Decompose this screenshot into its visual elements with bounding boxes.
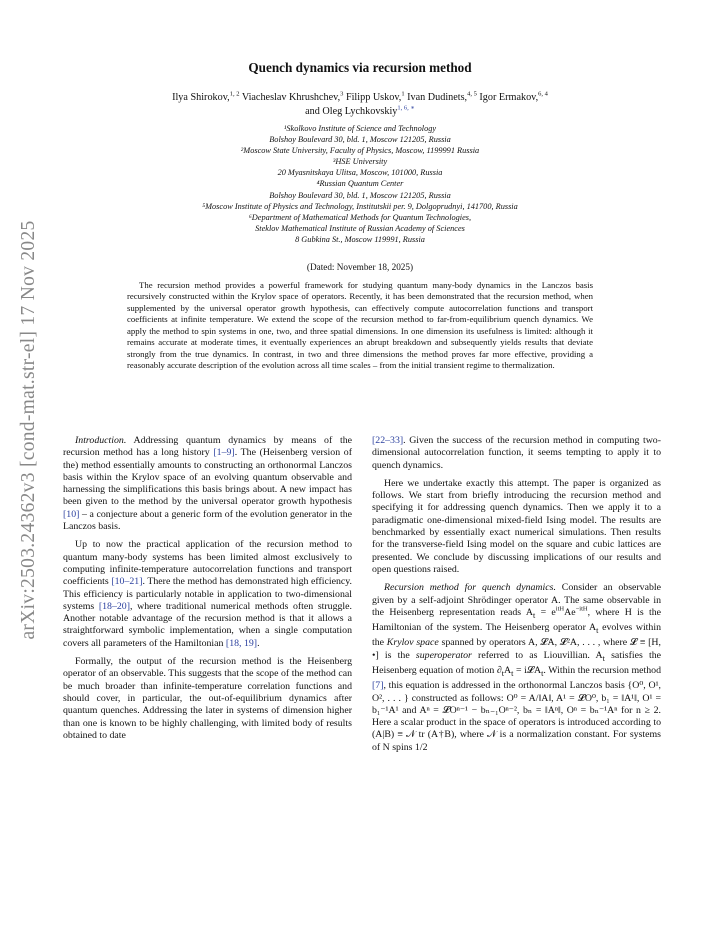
right-column [372, 435, 661, 760]
section-lead-recursion: Recursion method for quench dynamics. [384, 582, 556, 594]
author-4: Ivan Dudinets,$^{4, 5}$ [404, 90, 477, 103]
paragraph: [22–33]. Given the success of the recursion method in computing two-dimensional autocorrelation function, it seems tempting to apply it to quench dynamics. [372, 435, 661, 471]
section-lead-introduction: Introduction. [75, 435, 127, 446]
affiliation-line: Bolshoy Boulevard 30, bld. 1, Moscow 121205, Russia [269, 135, 451, 145]
author-2: Viacheslav Khrushchev,$^3$ [239, 90, 344, 103]
citation-link[interactable]: [10–21] [111, 576, 143, 588]
affiliation-line: ⁴Russian Quantum Center [316, 179, 404, 189]
citation-link[interactable]: [10] [63, 508, 80, 520]
author-3: Filipp Uskov,$^1$ [343, 90, 405, 103]
author-5: Igor Ermakov,$^{6, 4}$ [476, 90, 548, 103]
affiliation-line: ¹Skolkovo Institute of Science and Technology [283, 124, 437, 133]
affiliation-line: Bolshoy Boulevard 30, bld. 1, Moscow 121205, Russia [269, 190, 451, 200]
affiliation-line: 8 Gubkina St., Moscow 119991, Russia [295, 234, 425, 244]
author-list [170, 91, 550, 118]
paragraph-recursion-method: Recursion method for quench dynamics. Consider an observable given by a self-adjoint Shrödinger operator A. The same observable in the Heisenberg representation reads $A_t = e^{itH}Ae^{-itH}$, where H is the Hamiltonian of the system. The Heisenberg operator $A_t$ evolves within the Krylov space spanned by operators A, 𝓛A, 𝓛²A, . . . , where 𝓛 ≡ [H, •] is the superoperator referred to as Liouvillian. $A_t$ satisfies the Heisenberg equation of motion $\partial_tA_t$ = i𝓛A$_t$. Within the recursion method [7], this equation is addressed in the orthonormal Lanczos basis {O⁰, O¹, O², . . . } constructed as follows: O⁰ = A/‖A‖, A¹ = 𝓛O⁰, b₁ = ‖A¹‖, O¹ = b₁⁻¹A¹ and Aⁿ = 𝓛Oⁿ⁻¹ − bₙ₋₁Oⁿ⁻², bₙ = ‖Aⁿ‖, Oⁿ = bₙ⁻¹Aⁿ for n ≥ 2. Here a scalar product in the space of operators is introduced according to (A|B) ≡ 𝒩 tr (A†B), where 𝒩 is a normalization constant. For systems of N spins 1/2 [372, 582, 661, 753]
citation-link[interactable]: [18, 19] [225, 637, 258, 649]
paragraph: Here we undertake exactly this attempt. The paper is organized as follows. We start from briefly introducing the recursion method and specifying it for addressing quench dynamics. Then we apply it to a paradigmatic one-dimensional mixed-field Ising model. The results are benchmarked by essentially exact numerical simulations. Then results for the transverse-field Ising model on the square and cubic lattices are presented. We conclude by discussing implications of our results and open questions raised. [372, 477, 661, 575]
affiliation-line: ²Moscow State University, Faculty of Physics, Moscow, 1199991 Russia [240, 146, 480, 156]
affiliation-line: ³HSE University [332, 157, 388, 167]
citation-link[interactable]: [7] [372, 680, 384, 692]
paragraph: Formally, the output of the recursion method is the Heisenberg operator of an observable. This suggests that the scope of the method can be much broader than infinite-temperature correlation functions and should cover, in particular, the out-of-equilibrium dynamics after quantum quenches. Addressing the later in systems of dimension higher than one is known to be highly challenging, with limited body of results obtained to date [63, 656, 352, 741]
date-line: (Dated: November 18, 2025) [306, 262, 414, 272]
abstract: The recursion method provides a powerful framework for studying quantum many-body dynamics in the Lanczos basis recursively constructed within the Krylov space of operators. Recently, it has been demonstrated that the recursion method, when supplemented by the universal operator growth hypothesis, can effectively compute autocorrelation functions and transport coefficients at infinite temperature. We extend the scope of the recursion method to far-from-equilibrium quench dynamics. We apply the method to spin systems in one, two, and three spatial dimensions. In one dimension its usefulness is limited: although it remains accurate at moderate times, it eventually experiences an abrupt breakdown and subsequently yields results that deviate strongly from the true dynamics. In contrast, in two and three dimensions the method proves far more effective, providing a reasonably accurate description of the evolution across all time scales – from the initial transient regime to thermalization. [127, 280, 593, 371]
affiliation-list [90, 123, 630, 245]
author-6: and Oleg Lychkovskiy$^{1, 6, ∗}$ [305, 104, 415, 117]
citation-link[interactable]: [1–9] [213, 447, 235, 459]
paragraph-introduction: Introduction. Addressing quantum dynamics by means of the recursion method has a long history [1–9]. The (Heisenberg version of the) method essentially amounts to constructing an orthonormal Lanczos basis within the Krylov space of an evolving quantum observable and harnessing the simplifications this basis brings about. A new impact has been given to the method by the universal operator growth hypothesis [10] – a conjecture about a generic form of the evolution generator in the Lanczos basis. [63, 435, 352, 533]
affiliation-line: ⁶Department of Mathematical Methods for Quantum Technologies, [248, 212, 472, 222]
arxiv-identifier: arXiv:2503.24362v3 [cond-mat.str-el] 17 Nov 2025 [18, 220, 39, 640]
author-1: Ilya Shirokov,$^{1, 2}$ [172, 90, 240, 103]
left-column [63, 435, 352, 748]
affiliation-line: Steklov Mathematical Institute of Russian Academy of Sciences [255, 223, 465, 233]
citation-link[interactable]: [18–20] [98, 600, 130, 612]
affiliation-line: 20 Myasnitskaya Ulitsa, Moscow, 101000, Russia [277, 168, 443, 178]
affiliation-line: ⁵Moscow Institute of Physics and Technology, Institutskii per. 9, Dolgoprudnyi, 141700, Russia [202, 201, 518, 211]
paragraph: Up to now the practical application of the recursion method to quantum many-body systems has been limited almost exclusively to computing infinite-temperature autocorrelation functions and transport coefficients [10–21]. There the method has demonstrated high efficiency. This efficiency is particularly notable in application to two-dimensional systems [18–20], where traditional numerical methods often struggle. Another notable advantage of the recursion method is that it allows a straightforward symbolic implementation, when a single computation covers all parameters of the Hamiltonian [18, 19]. [63, 539, 353, 649]
citation-link[interactable]: [22–33] [372, 435, 404, 446]
paper-title: Quench dynamics via recursion method [248, 60, 472, 75]
